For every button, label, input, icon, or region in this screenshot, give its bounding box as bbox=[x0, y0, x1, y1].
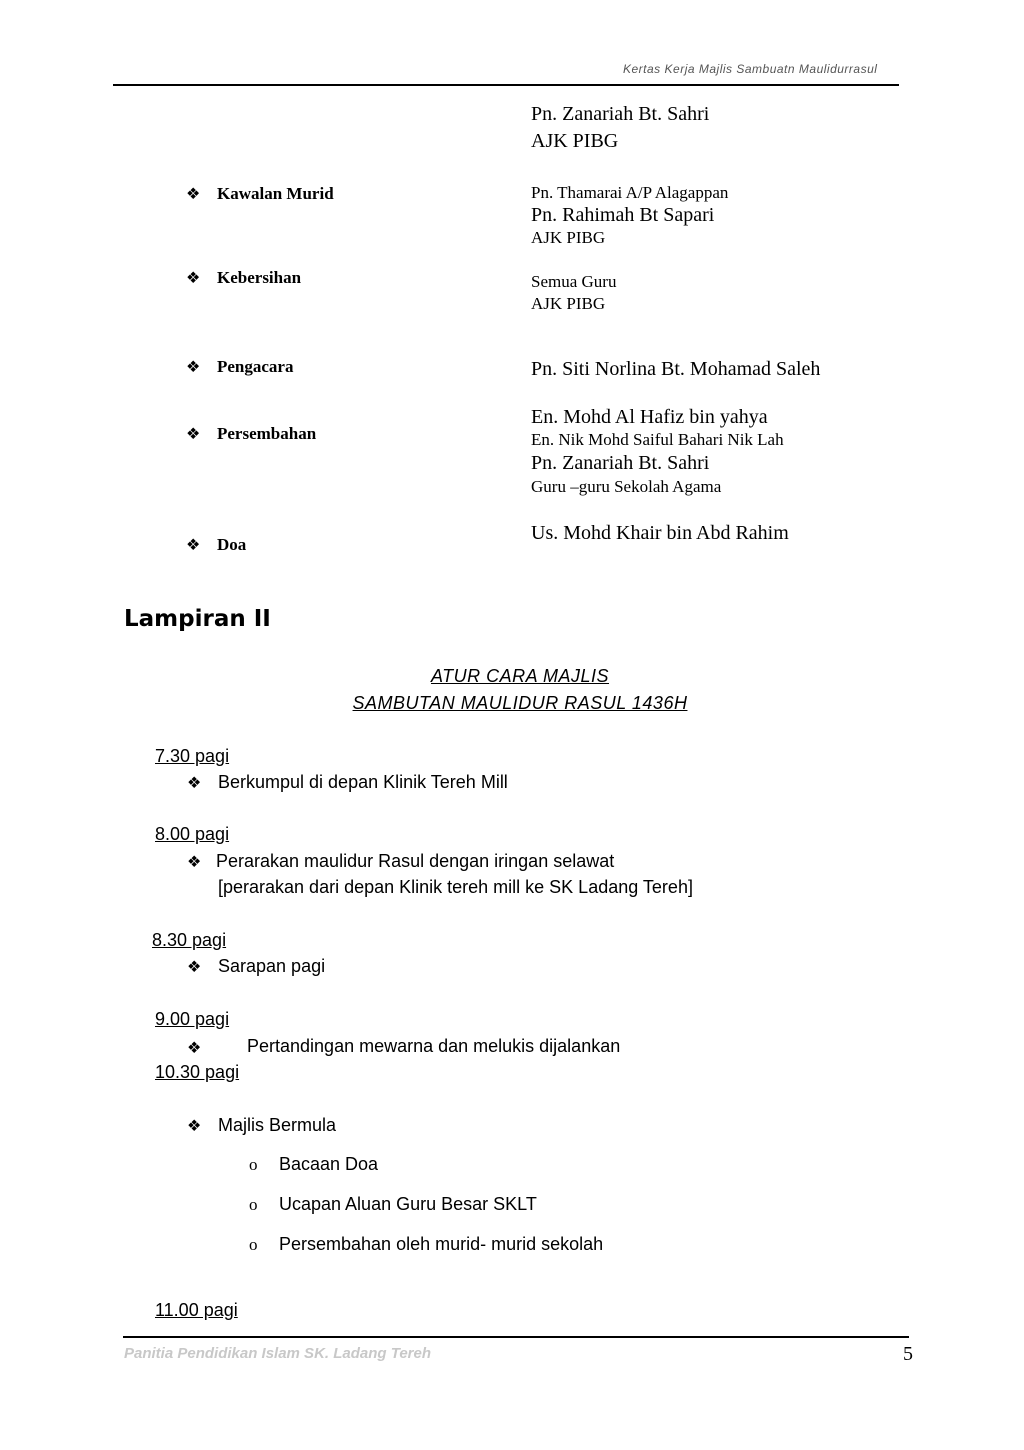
footer-rule bbox=[123, 1336, 909, 1338]
schedule-time: 7.30 pagi bbox=[155, 746, 230, 766]
committee-role: Kawalan Murid bbox=[217, 184, 334, 203]
schedule-item: Majlis Bermula bbox=[218, 1115, 337, 1135]
schedule-subitem: Persembahan oleh murid- murid sekolah bbox=[279, 1234, 604, 1254]
running-header: Kertas Kerja Majlis Sambuatn Maulidurrasul bbox=[623, 62, 878, 76]
committee-role: Persembahan bbox=[217, 424, 317, 443]
diamond-bullet-icon: ❖ bbox=[187, 1040, 202, 1057]
schedule-time: 8.00 pagi bbox=[155, 824, 230, 844]
diamond-bullet-icon: ❖ bbox=[186, 537, 201, 554]
section-heading: Lampiran II bbox=[124, 606, 271, 632]
committee-role: Pengacara bbox=[217, 357, 294, 376]
schedule-time: 8.30 pagi bbox=[152, 930, 227, 950]
header-rule bbox=[113, 84, 899, 86]
circle-bullet-icon: o bbox=[249, 1155, 258, 1174]
committee-name: En. Nik Mohd Saiful Bahari Nik Lah bbox=[531, 430, 784, 449]
schedule-time: 11.00 pagi bbox=[155, 1300, 238, 1320]
committee-name: Pn. Thamarai A/P Alagappan bbox=[531, 183, 729, 202]
committee-name: Guru –guru Sekolah Agama bbox=[531, 477, 722, 496]
diamond-bullet-icon: ❖ bbox=[186, 359, 201, 376]
committee-role: Kebersihan bbox=[217, 268, 302, 287]
committee-name: Pn. Zanariah Bt. Sahri bbox=[531, 452, 710, 474]
diamond-bullet-icon: ❖ bbox=[186, 186, 201, 203]
diamond-bullet-icon: ❖ bbox=[187, 775, 202, 792]
committee-name: Pn. Siti Norlina Bt. Mohamad Saleh bbox=[531, 358, 821, 380]
schedule-time: 10.30 pagi bbox=[155, 1062, 240, 1082]
committee-name: Us. Mohd Khair bin Abd Rahim bbox=[531, 522, 789, 544]
committee-name: AJK PIBG bbox=[531, 228, 606, 247]
program-title-line2: SAMBUTAN MAULIDUR RASUL 1436H bbox=[352, 693, 688, 713]
schedule-item: Perarakan maulidur Rasul dengan iringan selawat bbox=[216, 851, 615, 871]
committee-name: Semua Guru bbox=[531, 272, 617, 291]
circle-bullet-icon: o bbox=[249, 1195, 258, 1214]
schedule-subitem: Ucapan Aluan Guru Besar SKLT bbox=[279, 1194, 537, 1214]
schedule-item-note: [perarakan dari depan Klinik tereh mill ke SK Ladang Tereh] bbox=[218, 877, 693, 897]
diamond-bullet-icon: ❖ bbox=[186, 270, 201, 287]
diamond-bullet-icon: ❖ bbox=[186, 426, 201, 443]
footer-text: Panitia Pendidikan Islam SK. Ladang Tereh bbox=[124, 1345, 432, 1362]
committee-name: AJK PIBG bbox=[531, 130, 619, 152]
committee-name: AJK PIBG bbox=[531, 294, 606, 313]
committee-role: Doa bbox=[217, 535, 247, 554]
committee-name: Pn. Zanariah Bt. Sahri bbox=[531, 103, 710, 125]
schedule-item: Sarapan pagi bbox=[218, 956, 326, 976]
committee-name: Pn. Rahimah Bt Sapari bbox=[531, 204, 715, 226]
schedule-item: Pertandingan mewarna dan melukis dijalankan bbox=[247, 1036, 621, 1056]
committee-name: En. Mohd Al Hafiz bin yahya bbox=[531, 406, 768, 428]
program-title-line1: ATUR CARA MAJLIS bbox=[430, 666, 610, 686]
circle-bullet-icon: o bbox=[249, 1235, 258, 1254]
schedule-time: 9.00 pagi bbox=[155, 1009, 230, 1029]
diamond-bullet-icon: ❖ bbox=[187, 959, 202, 976]
page-number: 5 bbox=[903, 1343, 913, 1365]
schedule-item: Berkumpul di depan Klinik Tereh Mill bbox=[218, 772, 508, 792]
schedule-subitem: Bacaan Doa bbox=[279, 1154, 379, 1174]
diamond-bullet-icon: ❖ bbox=[187, 1118, 202, 1135]
diamond-bullet-icon: ❖ bbox=[187, 854, 202, 871]
